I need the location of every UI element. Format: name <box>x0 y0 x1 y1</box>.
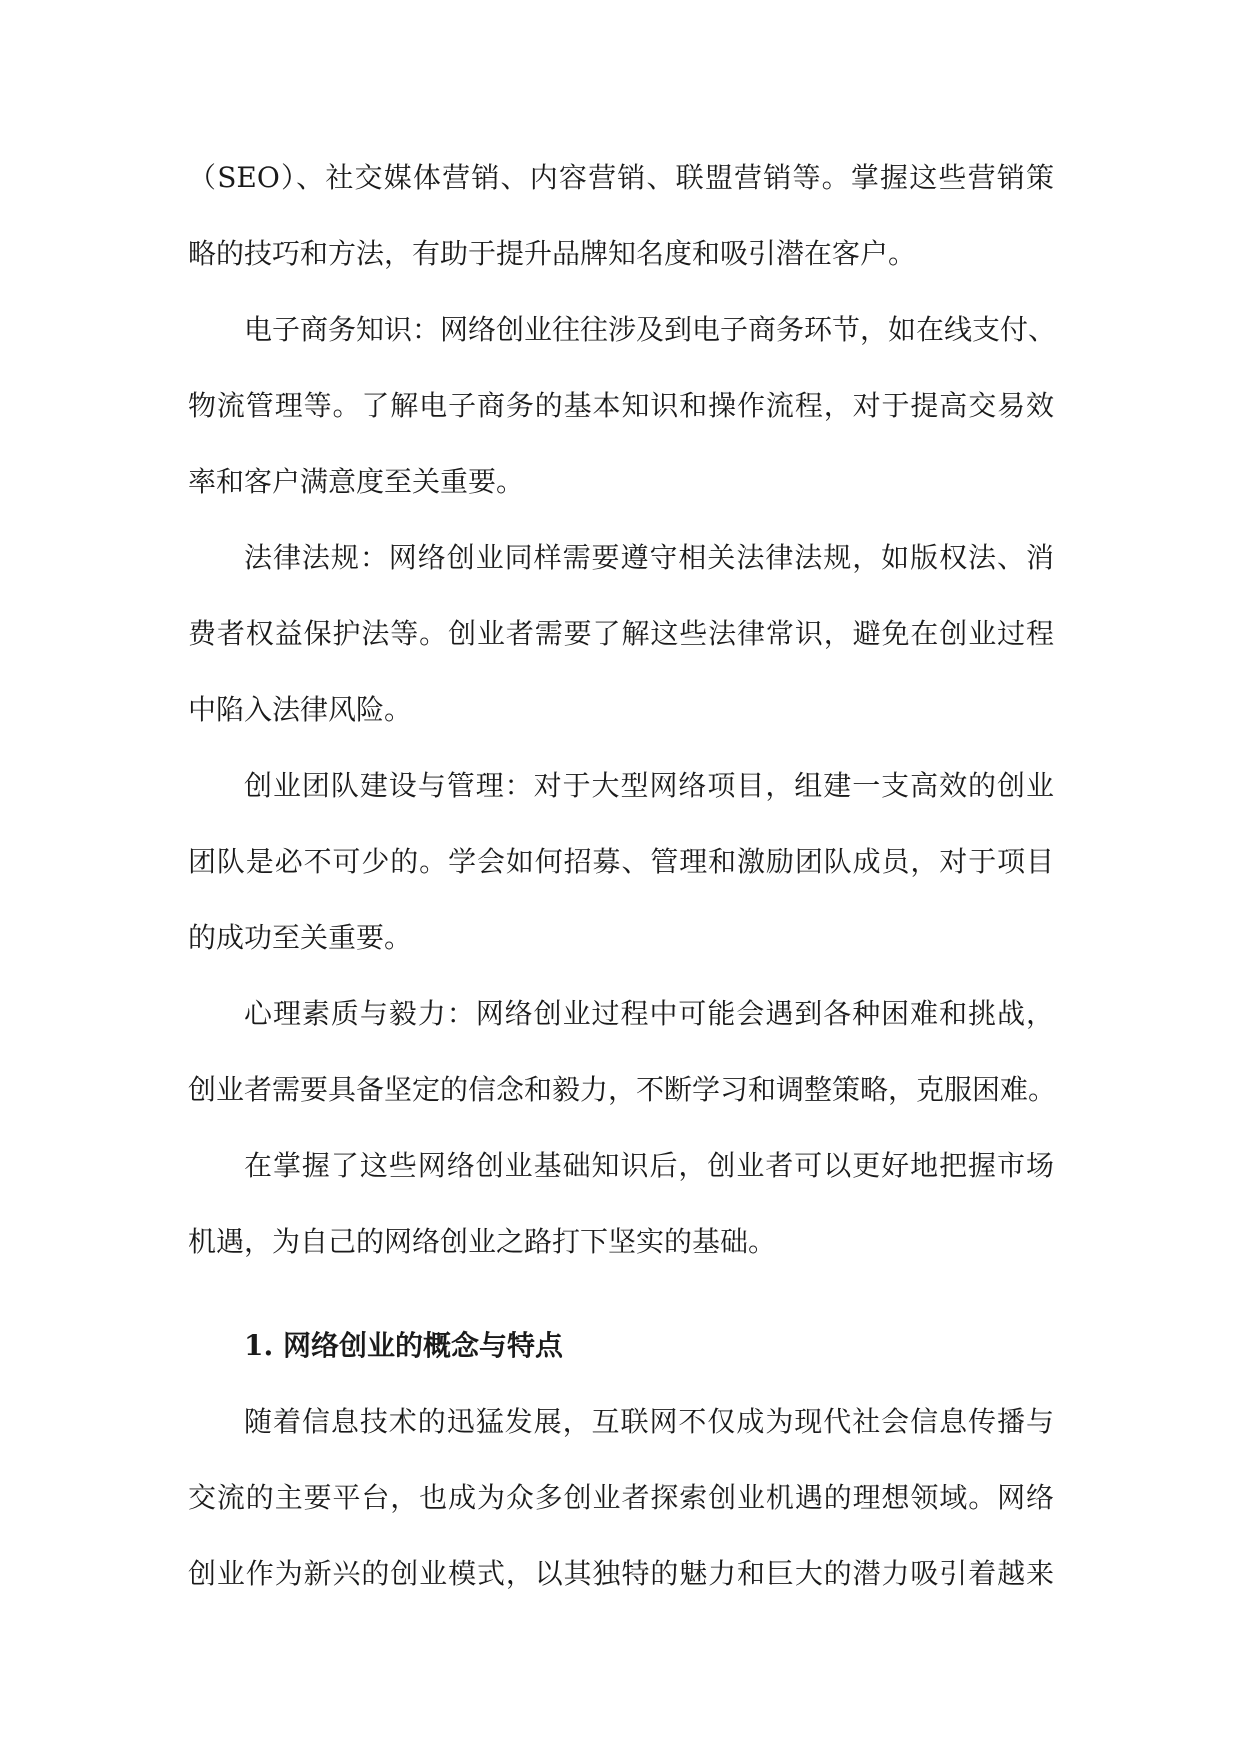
paragraph-law <box>188 520 1054 748</box>
text-line: 创业作为新兴的创业模式，以其独特的魅力和巨大的潜力吸引着越来 <box>188 1557 1054 1590</box>
document-page <box>188 140 1057 1612</box>
paragraph-conclusion <box>188 1128 1054 1280</box>
paragraph-intro <box>188 1384 1054 1612</box>
text-line: 团队是必不可少的。学会如何招募、管理和激励团队成员，对于项目 <box>188 845 1054 878</box>
paragraph-ecommerce <box>188 292 1057 520</box>
text-line: 在掌握了这些网络创业基础知识后，创业者可以更好地把握市场 <box>244 1149 1054 1182</box>
text-line: 法律法规：网络创业同样需要遵守相关法律法规，如版权法、消 <box>244 541 1054 574</box>
text-line: 率和客户满意度至关重要。 <box>188 465 525 498</box>
text-line: 物流管理等。了解电子商务的基本知识和操作流程，对于提高交易效 <box>188 389 1054 422</box>
text-line: 心理素质与毅力：网络创业过程中可能会遇到各种困难和挑战， <box>244 997 1054 1030</box>
text-line: 中陷入法律风险。 <box>188 693 413 726</box>
text-line: （SEO）、社交媒体营销、内容营销、联盟营销等。掌握这些营销策 <box>188 161 1054 194</box>
paragraph-mindset <box>188 976 1057 1128</box>
section-heading: 1. 网络创业的概念与特点 <box>244 1329 563 1362</box>
text-line: 费者权益保护法等。创业者需要了解这些法律常识，避免在创业过程 <box>188 617 1054 650</box>
text-line: 创业团队建设与管理：对于大型网络项目，组建一支高效的创业 <box>244 769 1054 802</box>
text-line: 机遇，为自己的网络创业之路打下坚实的基础。 <box>188 1225 777 1258</box>
paragraph-seo-continuation <box>188 140 1054 292</box>
text-line: 略的技巧和方法，有助于提升品牌知名度和吸引潜在客户。 <box>188 237 917 270</box>
paragraph-team <box>188 748 1054 976</box>
text-line: 的成功至关重要。 <box>188 921 413 954</box>
text-line: 电子商务知识：网络创业往往涉及到电子商务环节，如在线支付、 <box>244 313 1057 346</box>
text-line: 交流的主要平台，也成为众多创业者探索创业机遇的理想领域。网络 <box>188 1481 1054 1514</box>
text-line: 随着信息技术的迅猛发展，互联网不仅成为现代社会信息传播与 <box>244 1405 1054 1438</box>
text-line: 创业者需要具备坚定的信念和毅力，不断学习和调整策略，克服困难。 <box>188 1073 1057 1106</box>
